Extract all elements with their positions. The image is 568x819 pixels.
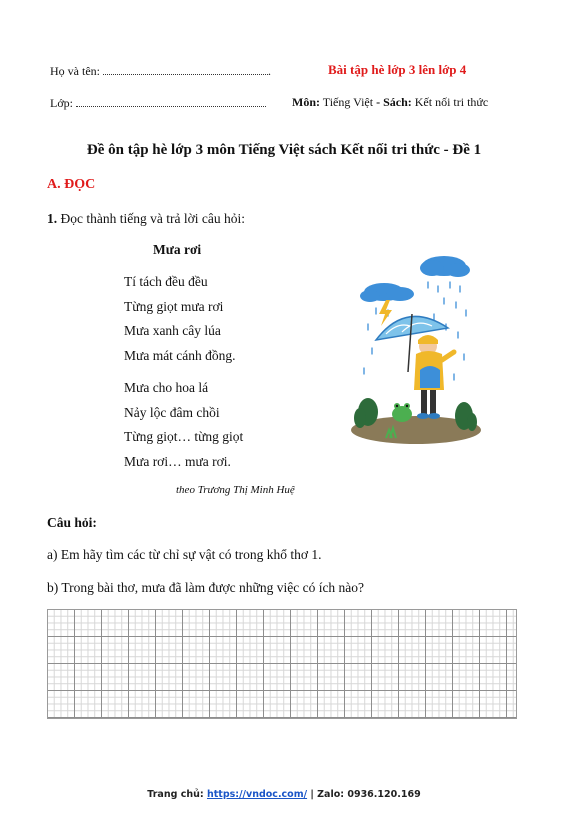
poem-line: Mưa cho hoa lá xyxy=(124,380,209,395)
poem-line: Nảy lộc đâm chồi xyxy=(124,404,220,420)
name-field: Họ và tên: . xyxy=(50,64,271,78)
frog-icon xyxy=(392,406,412,422)
footer-zalo: | Zalo: 0936.120.169 xyxy=(310,789,421,800)
lightning-icon xyxy=(379,300,392,326)
poem-author: theo Trương Thị Minh Huệ xyxy=(176,484,295,496)
subject-value: Tiếng Việt xyxy=(322,95,374,109)
cloud-icon xyxy=(360,283,414,302)
questions-heading: Câu hỏi: xyxy=(47,515,97,530)
task-number: 1. xyxy=(47,211,58,226)
task-1 xyxy=(47,211,245,227)
poem-line: Mưa rơi… mưa rơi. xyxy=(124,453,231,469)
series-title: Bài tập hè lớp 3 lên lớp 4 xyxy=(328,62,467,77)
footer-home-label: Trang chủ: xyxy=(147,789,204,800)
class-blank xyxy=(76,97,266,107)
answer-writing-grid[interactable] xyxy=(47,609,517,719)
task-text: Đọc thành tiếng và trả lời câu hỏi: xyxy=(60,211,245,226)
section-a-heading: A. ĐỌC xyxy=(47,177,96,192)
subject-label: Môn: xyxy=(292,95,320,109)
bush-icon xyxy=(455,402,477,431)
poem-title: Mưa rơi xyxy=(153,242,202,257)
subject-book-line xyxy=(292,95,488,110)
name-blank xyxy=(103,65,268,75)
poem-line: Từng giọt mưa rơi xyxy=(124,298,224,314)
poem-line: Tí tách đều đều xyxy=(124,274,208,289)
footer-home-link[interactable]: https://vndoc.com/ xyxy=(206,789,308,800)
poem-line: Từng giọt… từng giọt xyxy=(124,429,244,444)
poem-line: Mưa mát cánh đồng. xyxy=(124,347,236,363)
question-a: a) Em hãy tìm các từ chỉ sự vật có trong khổ thơ 1. xyxy=(47,547,322,562)
footer xyxy=(0,789,568,800)
poem-line: Mưa xanh cây lúa xyxy=(124,323,221,338)
doc-title: Đề ôn tập hè lớp 3 môn Tiếng Việt sách Kết nối tri thức - Đề 1 xyxy=(86,142,482,158)
class-label: Lớp: xyxy=(50,96,74,110)
name-label: Họ và tên: xyxy=(50,64,100,78)
class-field xyxy=(50,96,266,111)
rain-illustration xyxy=(346,248,482,448)
question-b: b) Trong bài thơ, mưa đã làm được những việc có ích nào? xyxy=(47,580,365,595)
poem-stanza-2 xyxy=(124,376,243,474)
poem-stanza-1 xyxy=(124,270,236,368)
book-label: - Sách: xyxy=(376,95,412,109)
book-value: Kết nối tri thức xyxy=(414,95,489,109)
cloud-icon xyxy=(420,256,470,277)
